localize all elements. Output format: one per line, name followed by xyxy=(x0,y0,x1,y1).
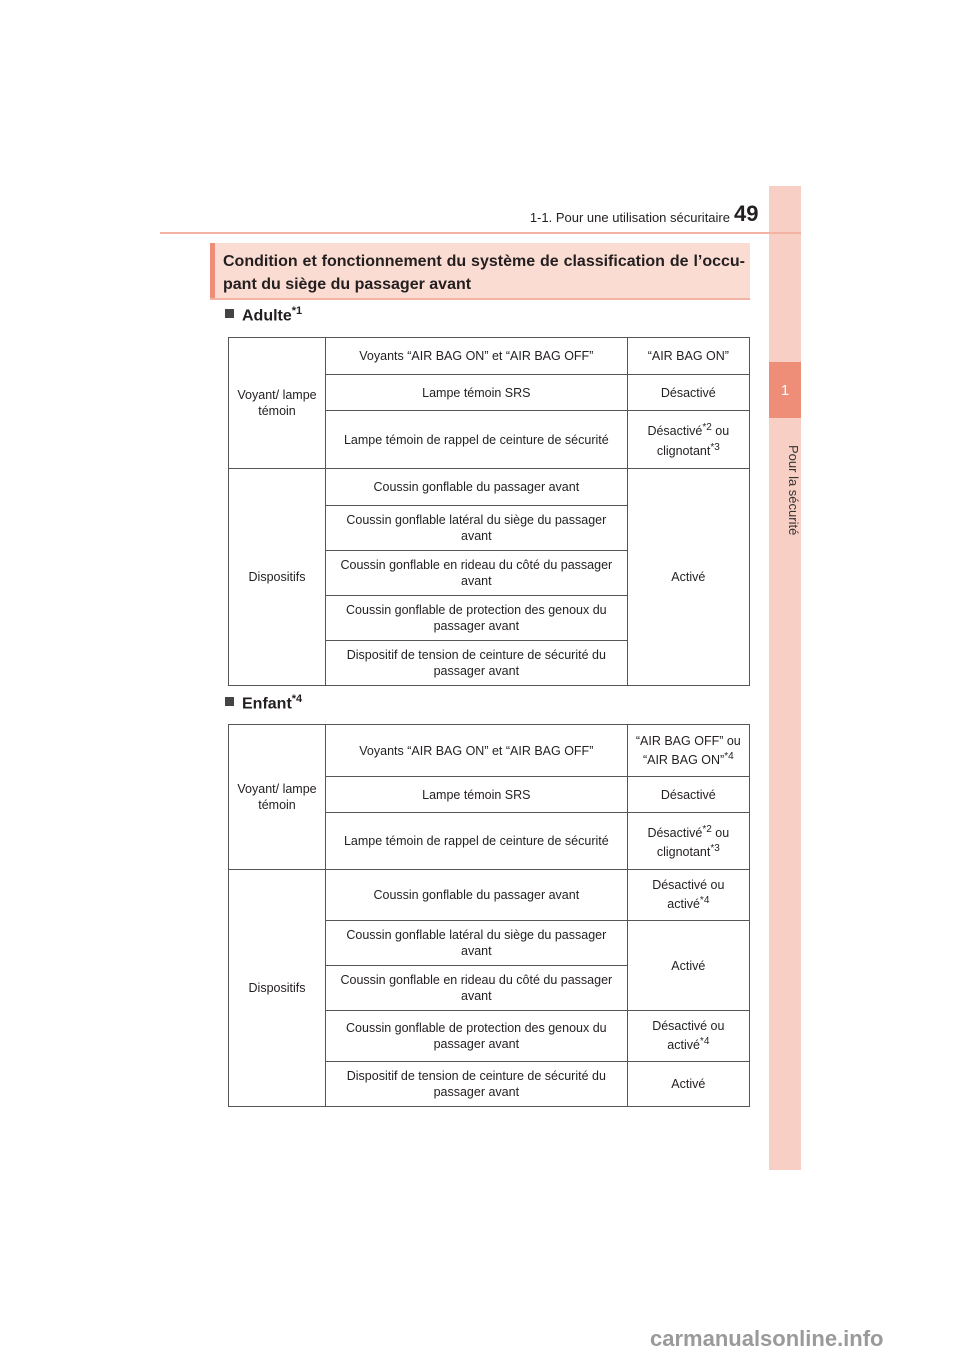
child-table xyxy=(228,724,750,1107)
table-cell: Coussin gonflable de protection des genoux du passager avant xyxy=(326,596,628,641)
footnote-marker: *4 xyxy=(291,693,303,705)
voyant-label-cell: Voyant/ lampe témoin xyxy=(229,725,326,870)
footnote-marker: *4 xyxy=(699,895,710,907)
table-cell: Désactivé xyxy=(627,375,749,411)
cell-text: ou clignotant xyxy=(656,826,730,860)
table-cell: Coussin gonflable latéral du siège du passager avant xyxy=(326,506,628,551)
footnote-marker: *4 xyxy=(724,750,734,762)
table-row xyxy=(229,870,750,921)
cell-text: ou clignotant xyxy=(656,424,730,458)
cell-text: Désactivé ou activé xyxy=(652,878,725,912)
child-heading xyxy=(225,693,302,713)
table-cell: Dispositif de tension de ceinture de sécurité du passager avant xyxy=(326,1062,628,1107)
table-cell: Activé xyxy=(627,469,749,686)
footnote-marker: *2 xyxy=(702,823,712,835)
chapter-number-tab: 1 xyxy=(769,362,801,418)
dispositifs-label-cell: Dispositifs xyxy=(229,469,326,686)
voyant-label-cell: Voyant/ lampe témoin xyxy=(229,338,326,469)
dispositifs-label-cell: Dispositifs xyxy=(229,870,326,1107)
table-cell: Lampe témoin SRS xyxy=(326,777,628,813)
section-title: Condition et fonctionnement du système de classification de l’occu-pant du siège du passager avant xyxy=(223,253,745,293)
table-cell xyxy=(627,870,749,921)
table-cell: Coussin gonflable du passager avant xyxy=(326,870,628,921)
table-cell: Lampe témoin de rappel de ceinture de sécurité xyxy=(326,411,628,469)
footnote-marker: *3 xyxy=(710,441,720,453)
table-cell: Coussin gonflable de protection des genoux du passager avant xyxy=(326,1011,628,1062)
page-number: 49 xyxy=(734,201,759,226)
cell-text: Désactivé xyxy=(647,424,703,439)
section-title-box xyxy=(210,243,750,300)
side-tab xyxy=(769,186,801,1170)
cell-text: “AIR BAG OFF” ou “AIR BAG ON” xyxy=(635,733,741,768)
footnote-marker: *1 xyxy=(291,305,303,317)
adult-heading xyxy=(225,305,302,325)
table-cell xyxy=(627,813,749,870)
footnote-marker: *3 xyxy=(710,843,720,854)
footnote-marker: *2 xyxy=(702,422,712,434)
table-row xyxy=(229,725,750,777)
table-cell: Lampe témoin de rappel de ceinture de sécurité xyxy=(326,813,628,870)
table-cell xyxy=(627,725,749,777)
table-cell: Activé xyxy=(627,1062,749,1107)
square-bullet-icon xyxy=(225,697,234,706)
footnote-marker: *4 xyxy=(699,1036,710,1048)
table-cell: Coussin gonflable latéral du siège du passager avant xyxy=(326,921,628,966)
square-bullet-icon xyxy=(225,309,234,318)
cell-text: Désactivé ou activé xyxy=(652,1019,725,1053)
adult-table xyxy=(228,337,750,686)
table-cell: Désactivé xyxy=(627,777,749,813)
table-cell: Activé xyxy=(627,921,749,1011)
table-cell: Coussin gonflable en rideau du côté du passager avant xyxy=(326,966,628,1011)
table-cell: Coussin gonflable du passager avant xyxy=(326,469,628,506)
chapter-label: Pour la sécurité xyxy=(786,444,801,536)
table-cell: Dispositif de tension de ceinture de sécurité du passager avant xyxy=(326,641,628,686)
table-row xyxy=(229,338,750,375)
cell-text: Désactivé xyxy=(647,826,703,840)
table-cell: “AIR BAG ON” xyxy=(627,338,749,375)
adult-heading-text: Adulte xyxy=(242,307,292,325)
table-row xyxy=(229,469,750,506)
table-cell: Voyants “AIR BAG ON” et “AIR BAG OFF” xyxy=(326,725,628,777)
table-cell xyxy=(627,1011,749,1062)
section-accent-bar xyxy=(210,243,215,298)
header-divider xyxy=(160,232,801,234)
child-heading-text: Enfant xyxy=(242,695,292,713)
chapter-title: 1-1. Pour une utilisation sécuritaire xyxy=(529,210,730,225)
table-cell: Voyants “AIR BAG ON” et “AIR BAG OFF” xyxy=(326,338,628,375)
table-cell: Coussin gonflable en rideau du côté du passager avant xyxy=(326,551,628,596)
table-cell xyxy=(627,411,749,469)
table-cell: Lampe témoin SRS xyxy=(326,375,628,411)
watermark: carmanualsonline.info xyxy=(650,1326,884,1351)
